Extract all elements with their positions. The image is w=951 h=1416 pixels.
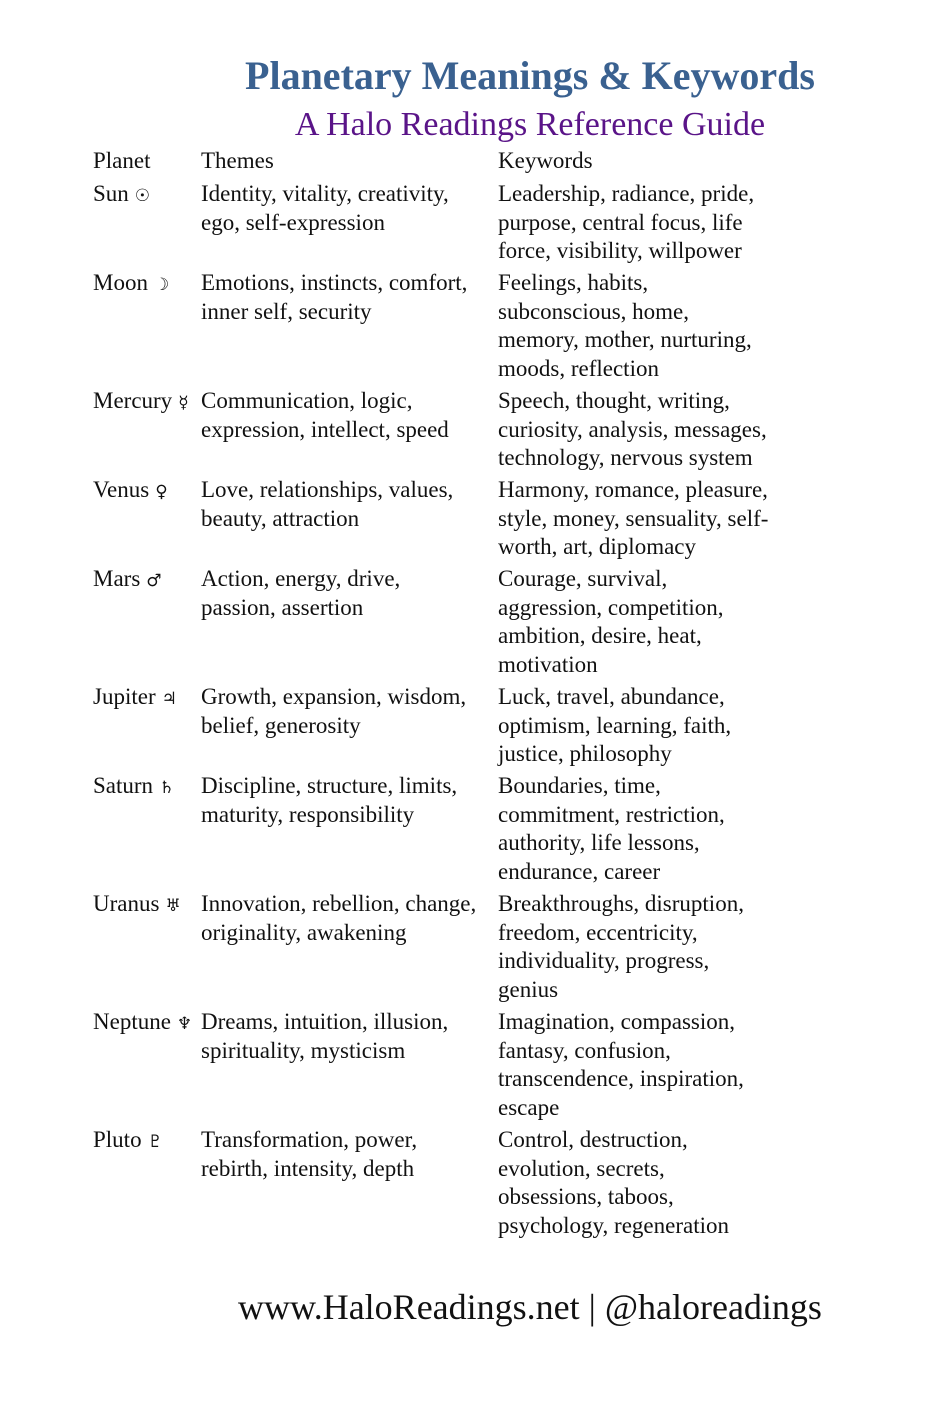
keywords-line: Imagination, compassion,	[498, 1009, 735, 1034]
keywords-line: freedom, eccentricity,	[498, 919, 698, 945]
planet-name: Jupiter	[93, 684, 156, 709]
keywords-line: technology, nervous system	[498, 445, 753, 470]
themes-line: spirituality, mysticism	[201, 1037, 406, 1063]
keywords-cell	[498, 387, 798, 473]
keywords-line: Speech, thought, writing,	[498, 388, 730, 413]
themes-line: Emotions, instincts, comfort,	[201, 270, 468, 295]
keywords-line: Courage, survival,	[498, 566, 668, 591]
keywords-line: worth, art, diplomacy	[498, 534, 697, 559]
themes-cell	[201, 683, 501, 740]
keywords-line: genius	[498, 976, 559, 1002]
themes-line: Communication, logic,	[201, 388, 413, 413]
themes-line: Discipline, structure, limits,	[201, 773, 458, 798]
planet-cell	[93, 180, 203, 211]
themes-line: Dreams, intuition, illusion,	[201, 1009, 449, 1034]
themes-line: belief, generosity	[201, 712, 361, 738]
planet-cell	[93, 890, 203, 921]
themes-line: passion, assertion	[201, 594, 364, 620]
keywords-line: Harmony, romance, pleasure,	[498, 477, 768, 502]
keywords-line: fantasy, confusion,	[498, 1037, 671, 1063]
page-title: Planetary Meanings & Keywords	[245, 53, 815, 98]
keywords-line: Leadership, radiance, pride,	[498, 181, 755, 206]
footer-website-handle: www.HaloReadings.net | @haloreadings	[238, 1287, 822, 1327]
column-header-themes: Themes	[201, 148, 274, 173]
themes-line: ego, self-expression	[201, 209, 385, 235]
themes-line: Transformation, power,	[201, 1127, 418, 1152]
planet-cell	[93, 387, 203, 418]
keywords-cell	[498, 180, 798, 266]
neptune-symbol-icon: ♆	[176, 1014, 193, 1034]
venus-symbol-icon: ♀	[155, 482, 168, 502]
themes-cell	[201, 387, 501, 444]
planet-name: Venus	[93, 477, 150, 502]
page-subtitle: A Halo Readings Reference Guide	[294, 106, 766, 143]
pluto-symbol-icon: ♇	[147, 1132, 163, 1152]
themes-line: Love, relationships, values,	[201, 477, 454, 502]
themes-line: expression, intellect, speed	[201, 416, 449, 442]
planet-cell	[93, 1008, 203, 1039]
themes-cell	[201, 1008, 501, 1065]
themes-cell	[201, 890, 501, 947]
keywords-line: psychology, regeneration	[498, 1212, 729, 1238]
planet-cell	[93, 476, 203, 507]
keywords-line: motivation	[498, 651, 598, 677]
keywords-line: Control, destruction,	[498, 1127, 688, 1152]
keywords-cell	[498, 890, 798, 1004]
keywords-line: Luck, travel, abundance,	[498, 684, 725, 709]
keywords-line: evolution, secrets,	[498, 1155, 665, 1181]
mercury-symbol-icon: ☿	[178, 393, 189, 413]
themes-line: inner self, security	[201, 298, 372, 324]
keywords-cell	[498, 772, 798, 886]
themes-cell	[201, 772, 501, 829]
themes-cell	[201, 269, 501, 326]
themes-line: Identity, vitality, creativity,	[201, 181, 449, 206]
keywords-line: commitment, restriction,	[498, 801, 725, 827]
keywords-line: individuality, progress,	[498, 948, 710, 973]
themes-line: originality, awakening	[201, 919, 407, 945]
themes-cell	[201, 476, 501, 533]
keywords-cell	[498, 1008, 798, 1122]
planet-cell	[93, 683, 203, 714]
themes-line: Growth, expansion, wisdom,	[201, 684, 467, 709]
planet-name: Pluto	[93, 1127, 142, 1152]
keywords-line: Feelings, habits,	[498, 270, 649, 295]
themes-cell	[201, 180, 501, 237]
keywords-line: moods, reflection	[498, 355, 659, 381]
jupiter-symbol-icon: ♃	[161, 689, 177, 709]
uranus-symbol-icon: ♅	[165, 896, 181, 916]
planet-cell	[93, 1126, 203, 1157]
planet-cell	[93, 565, 203, 596]
planet-name: Moon	[93, 270, 148, 295]
planet-cell	[93, 772, 203, 803]
keywords-line: escape	[498, 1094, 560, 1120]
keywords-line: force, visibility, willpower	[498, 238, 742, 263]
keywords-line: endurance, career	[498, 858, 661, 884]
keywords-line: Boundaries, time,	[498, 773, 661, 798]
keywords-line: Breakthroughs, disruption,	[498, 891, 744, 916]
themes-line: Action, energy, drive,	[201, 566, 401, 591]
keywords-line: justice, philosophy	[498, 741, 672, 766]
themes-cell	[201, 565, 501, 622]
column-header-planet: Planet	[93, 148, 151, 173]
themes-line: maturity, responsibility	[201, 801, 415, 827]
themes-cell	[201, 1126, 501, 1183]
planet-cell	[93, 269, 203, 300]
moon-symbol-icon: ☽	[153, 275, 170, 295]
keywords-line: subconscious, home,	[498, 298, 690, 324]
keywords-cell	[498, 1126, 798, 1240]
keywords-line: purpose, central focus, life	[498, 209, 743, 235]
keywords-line: obsessions, taboos,	[498, 1184, 674, 1209]
keywords-line: transcendence, inspiration,	[498, 1066, 744, 1091]
sun-symbol-icon: ☉	[134, 186, 151, 206]
keywords-line: authority, life lessons,	[498, 830, 700, 855]
keywords-line: style, money, sensuality, self-	[498, 505, 769, 531]
planet-name: Uranus	[93, 891, 160, 916]
planet-name: Mercury	[93, 388, 173, 413]
planet-name: Sun	[93, 181, 129, 206]
keywords-cell	[498, 683, 798, 769]
keywords-line: curiosity, analysis, messages,	[498, 416, 767, 442]
themes-line: beauty, attraction	[201, 505, 360, 531]
themes-line: rebirth, intensity, depth	[201, 1155, 415, 1181]
themes-line: Innovation, rebellion, change,	[201, 891, 477, 916]
planet-name: Neptune	[93, 1009, 171, 1034]
keywords-line: ambition, desire, heat,	[498, 623, 702, 648]
keywords-cell	[498, 269, 798, 383]
planet-name: Saturn	[93, 773, 154, 798]
mars-symbol-icon: ♂	[146, 571, 162, 591]
planet-name: Mars	[93, 566, 141, 591]
saturn-symbol-icon: ♄	[159, 778, 175, 798]
keywords-cell	[498, 476, 798, 562]
keywords-cell	[498, 565, 798, 679]
keywords-line: aggression, competition,	[498, 594, 724, 620]
keywords-line: optimism, learning, faith,	[498, 712, 732, 738]
column-header-keywords: Keywords	[498, 148, 593, 173]
keywords-line: memory, mother, nurturing,	[498, 327, 752, 352]
